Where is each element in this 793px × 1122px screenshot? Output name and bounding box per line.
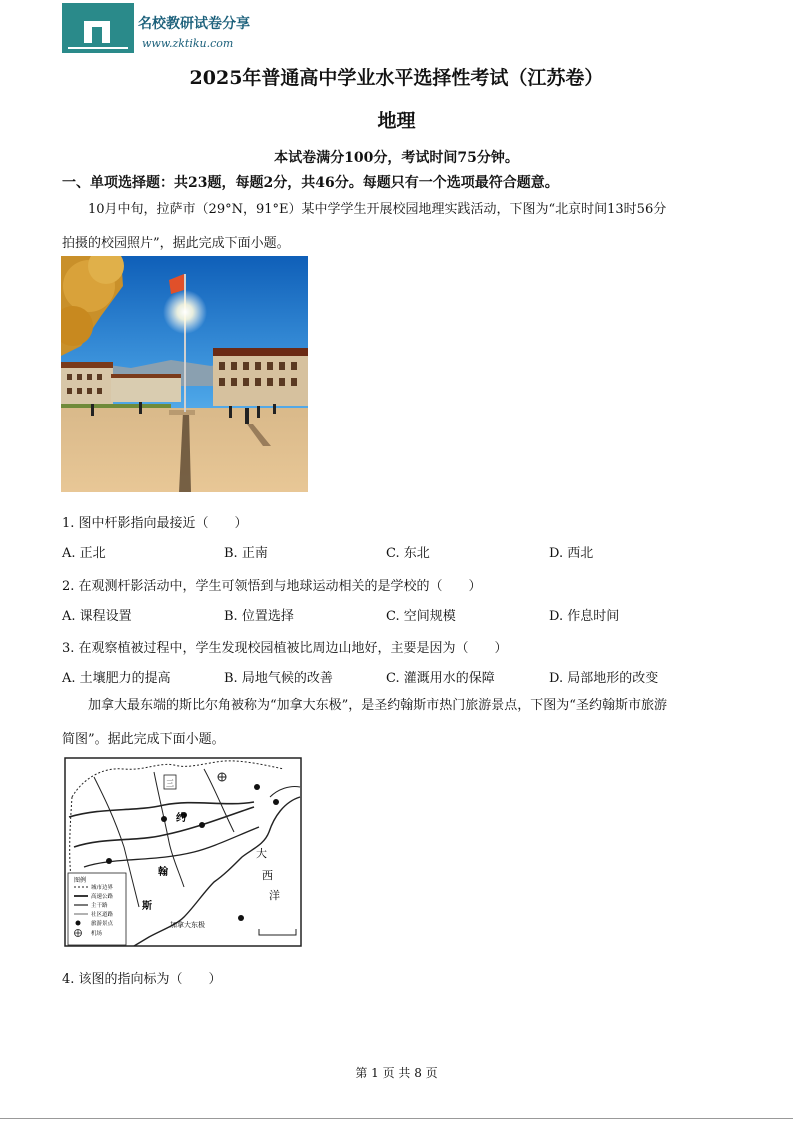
map-legend-item: 旅游景点 (91, 921, 114, 927)
passage-2-line-2: 简图”。据此完成下面小题。 (62, 732, 225, 747)
passage-2 (62, 689, 742, 757)
exam-note: 本试卷满分100分，考试时间75分钟。 (274, 150, 519, 166)
map-legend-item: 主干路 (91, 903, 108, 909)
logo-name: 名校教研试卷分享 (138, 16, 250, 32)
tourism-map (64, 757, 302, 947)
passage-1 (62, 193, 742, 261)
map-label-city-2: 翰 (158, 867, 168, 878)
map-legend-item: 社区道路 (91, 912, 114, 918)
question-2-option-d: D. 作息时间 (549, 609, 620, 624)
passage-1-line-2: 拍摄的校园照片”，据此完成下面小题。 (62, 236, 290, 251)
question-1-option-b: B. 正南 (224, 546, 268, 561)
map-legend-item: 城市边界 (91, 885, 114, 891)
map-label-ocean-2: 西 (262, 869, 273, 882)
question-2-stem: 2. 在观测杆影活动中，学生可领悟到与地球运动相关的是学校的（ ） (62, 579, 482, 594)
logo-url: www.zktiku.com (142, 37, 234, 50)
question-3-option-c: C. 灌溉用水的保障 (386, 671, 495, 686)
map-legend-item: 高速公路 (91, 894, 114, 900)
question-4-stem: 4. 该图的指向标为（ ） (62, 972, 222, 987)
campus-photo (61, 256, 308, 492)
site-logo (62, 3, 272, 55)
question-1-stem: 1. 图中杆影指向最接近（ ） (62, 516, 248, 531)
map-label-city-3: 斯 (142, 901, 152, 912)
question-3-option-d: D. 局部地形的改变 (549, 671, 659, 686)
map-label-ocean-1: 大 (256, 847, 267, 860)
map-label-ocean-3: 洋 (269, 889, 280, 902)
bottom-divider (0, 1118, 793, 1119)
passage-2-line-1: 加拿大最东端的斯比尔角被称为“加拿大东极”，是圣约翰斯市热门旅游景点，下图为“圣约翰斯市旅游 (88, 698, 667, 713)
map-label-top-box: 三 (166, 779, 174, 788)
logo-mark (62, 3, 134, 53)
question-1-option-a: A. 正北 (62, 546, 106, 561)
map-label-cape: 加拿大东极 (170, 921, 205, 929)
exam-title: 2025年普通高中学业水平选择性考试（江苏卷） (189, 67, 604, 89)
map-legend-item: 机场 (91, 931, 103, 937)
map-legend-title: 图例 (74, 877, 87, 884)
question-1-option-d: D. 西北 (549, 546, 594, 561)
question-3-option-b: B. 局地气候的改善 (224, 671, 333, 686)
map-label-city-1: 约 (176, 813, 186, 824)
question-2-option-a: A. 课程设置 (62, 609, 132, 624)
question-2-option-c: C. 空间规模 (386, 609, 456, 624)
page-number: 第 1 页 共 8 页 (355, 1066, 438, 1080)
passage-1-line-1: 10月中旬，拉萨市（29°N，91°E）某中学学生开展校园地理实践活动，下图为“北京时间13时56分 (88, 202, 667, 217)
question-3-option-a: A. 土壤肥力的提高 (62, 671, 171, 686)
question-1-option-c: C. 东北 (386, 546, 430, 561)
section-heading: 一、单项选择题：共23题，每题2分，共46分。每题只有一个选项最符合题意。 (62, 175, 559, 191)
question-2-option-b: B. 位置选择 (224, 609, 294, 624)
exam-subject: 地理 (377, 110, 416, 132)
question-3-stem: 3. 在观察植被过程中，学生发现校园植被比周边山地好，主要是因为（ ） (62, 641, 508, 656)
